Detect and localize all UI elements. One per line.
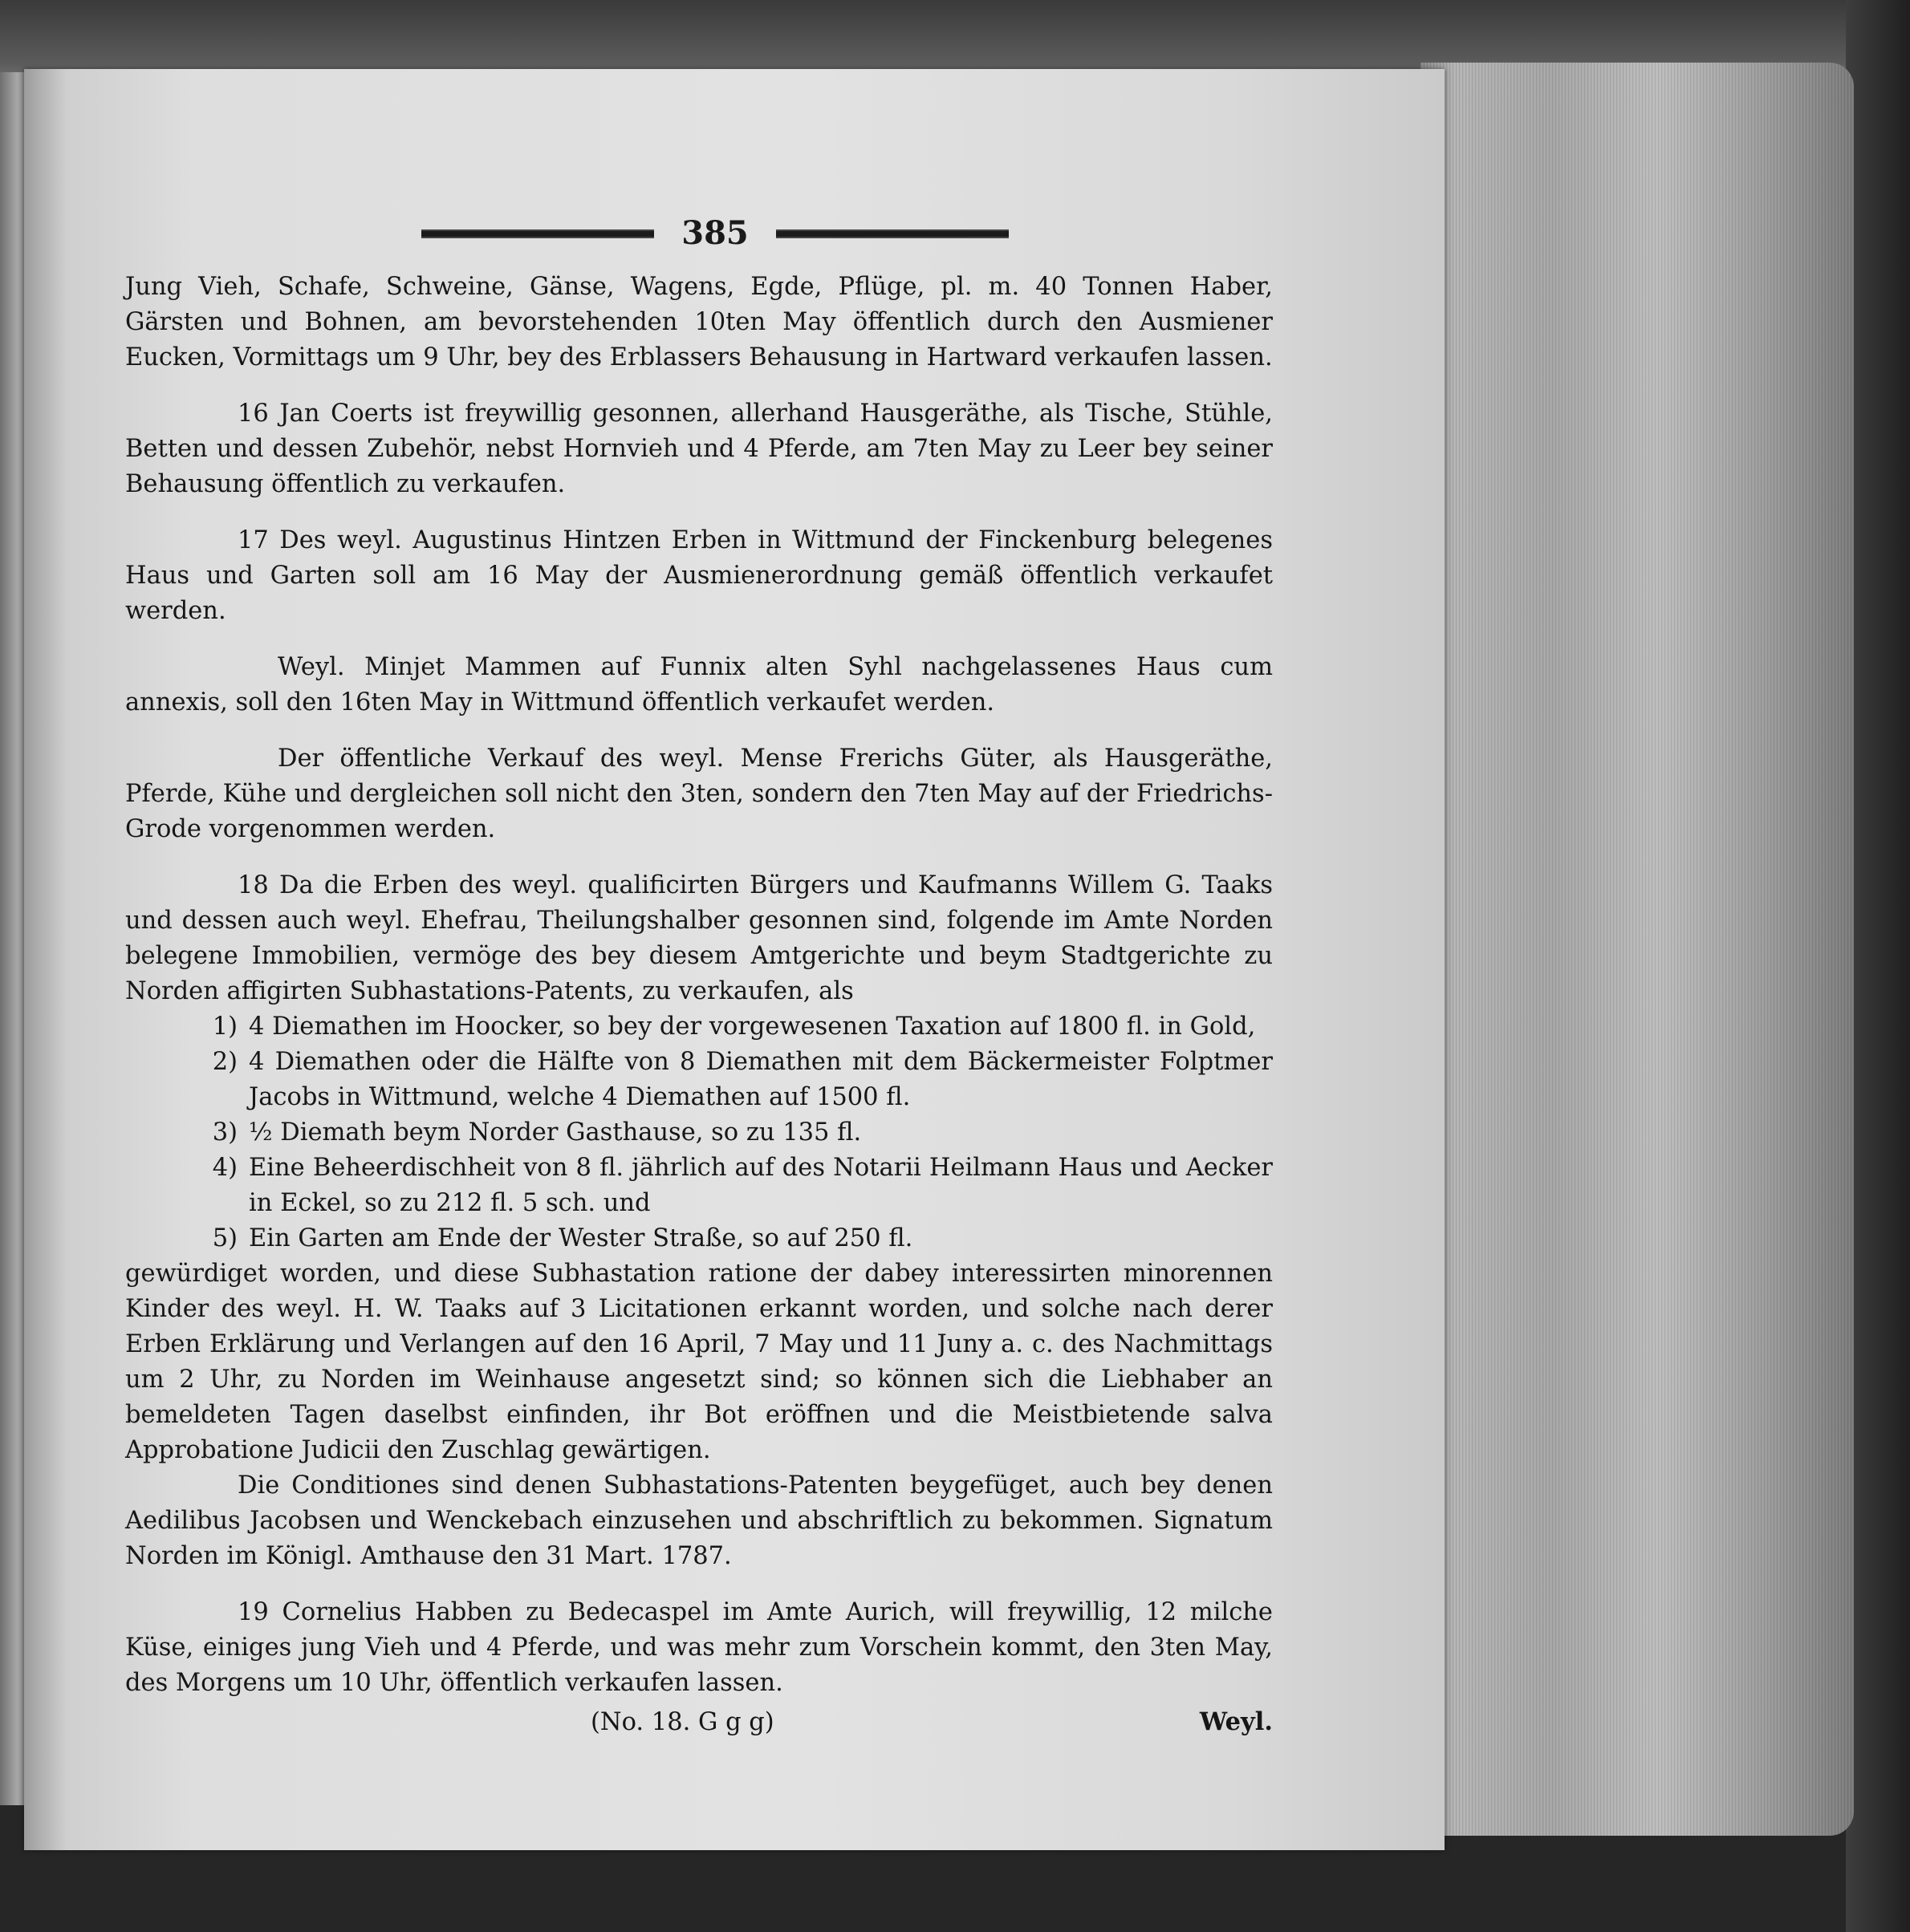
paragraph-17: 17 Des weyl. Augustinus Hintzen Erben in Wittmund der Finckenburg belegenes Haus und Garten soll am 16 May der Ausmienerordnung gemäß öffentlich verkaufet werden. (125, 526, 1273, 625)
list-item-text: 4 Diemathen oder die Hälfte von 8 Diemathen mit dem Bäckermeister Folptmer Jacobs in Wittmund, welche 4 Diemathen auf 1500 fl. (249, 1048, 1273, 1111)
list-item-number: 3) (212, 1118, 238, 1147)
paragraph-17-mammen: Weyl. Minjet Mammen auf Funnix alten Syhl nachgelassenes Haus cum annexis, soll den 16ten May in Wittmund öffentlich verkaufet werden. (125, 653, 1273, 716)
paragraph-18-conditions: Die Conditiones sind denen Subhastations-Patenten beygefüget, auch bey denen Aedilibus Jacobsen und Wenckebach einzusehen und abschriftlich zu bekommen. Signatum Norden im Königl. Amthause den 31 Mart. 1787. (125, 1471, 1273, 1570)
list-item (125, 1221, 1273, 1256)
list-item (125, 1045, 1273, 1115)
list-item (125, 1151, 1273, 1221)
list-item-number: 5) (212, 1224, 238, 1252)
paragraph-16: 16 Jan Coerts ist freywillig gesonnen, allerhand Hausgeräthe, als Tische, Stühle, Betten und dessen Zubehör, nebst Hornvieh und 4 Pferde, am 7ten May zu Leer bey seiner Behausung öffentlich zu verkaufen. (125, 400, 1273, 498)
list-item-text: 4 Diemathen im Hoocker, so bey der vorgewesenen Taxation auf 1800 fl. in Gold, (249, 1013, 1256, 1041)
list-item-number: 4) (212, 1154, 238, 1182)
book-page (24, 69, 1445, 1850)
printer-signature: (No. 18. G g g) (591, 1708, 774, 1736)
list-item-number: 2) (212, 1048, 238, 1076)
page-number: 385 (681, 214, 749, 252)
page-stack-fore-edge (1420, 63, 1854, 1836)
immobilien-list (125, 1009, 1273, 1256)
paragraph-18-continuation: gewürdiget worden, und diese Subhastation ratione der dabey interessirten minorennen Kinder des weyl. H. W. Taaks auf 3 Licitationen erkannt worden, und solche nach derer Erben Erklärung und Verlangen auf den 16 April, 7 May und 11 Juny a. c. des Nachmittags um 2 Uhr, zu Norden im Weinhause angesetzt sind; so können sich die Liebhaber an bemeldeten Tagen daselbst einfinden, ihr Bot eröffnen und die Meistbietende salva Approbatione Judicii den Zuschlag gewärtigen. (125, 1260, 1273, 1464)
list-item-text: ½ Diemath beym Norder Gasthause, so zu 135 fl. (249, 1118, 862, 1147)
catchword: Weyl. (1199, 1707, 1273, 1736)
paragraph-17-frerichs: Der öffentliche Verkauf des weyl. Mense Frerichs Güter, als Hausgeräthe, Pferde, Kühe und dergleichen soll nicht den 3ten, sondern den 7ten May auf der Friedrichs-Grode vorgenommen werden. (125, 745, 1273, 843)
page-text-block (125, 197, 1273, 1740)
list-item (125, 1115, 1273, 1151)
list-item (125, 1009, 1273, 1045)
list-item-text: Eine Beheerdischheit von 8 fl. jährlich auf des Notarii Heilmann Haus und Aecker in Eckel, so zu 212 fl. 5 sch. und (249, 1154, 1273, 1217)
header-rule-right (776, 229, 1009, 238)
paragraph-continued: Jung Vieh, Schafe, Schweine, Gänse, Wagens, Egde, Pflüge, pl. m. 40 Tonnen Haber, Gärsten und Bohnen, am bevorstehenden 10ten May öffentlich durch den Ausmiener Eucken, Vormittags um 9 Uhr, bey des Erblassers Behausung in Hartward verkaufen lassen. (125, 273, 1273, 371)
page-header (157, 197, 1273, 270)
header-rule-left (421, 229, 654, 238)
list-item-text: Ein Garten am Ende der Wester Straße, so auf 250 fl. (249, 1224, 913, 1252)
page-footer (125, 1704, 1273, 1740)
paragraph-19: 19 Cornelius Habben zu Bedecaspel im Amte Aurich, will freywillig, 12 milche Küse, einiges jung Vieh und 4 Pferde, und was mehr zum Vorschein kommt, den 3ten May, des Morgens um 10 Uhr, öffentlich verkaufen lassen. (125, 1598, 1273, 1697)
book-cover-right-edge (1846, 0, 1910, 1932)
paragraph-18: 18 Da die Erben des weyl. qualificirten Bürgers und Kaufmanns Willem G. Taaks und dessen auch weyl. Ehefrau, Theilungshalber gesonnen sind, folgende im Amte Norden belegene Immobilien, vermöge des bey diesem Amtgerichte und beym Stadtgerichte zu Norden affigirten Subhastations-Patents, zu verkaufen, als (125, 871, 1273, 1005)
list-item-number: 1) (212, 1013, 238, 1041)
